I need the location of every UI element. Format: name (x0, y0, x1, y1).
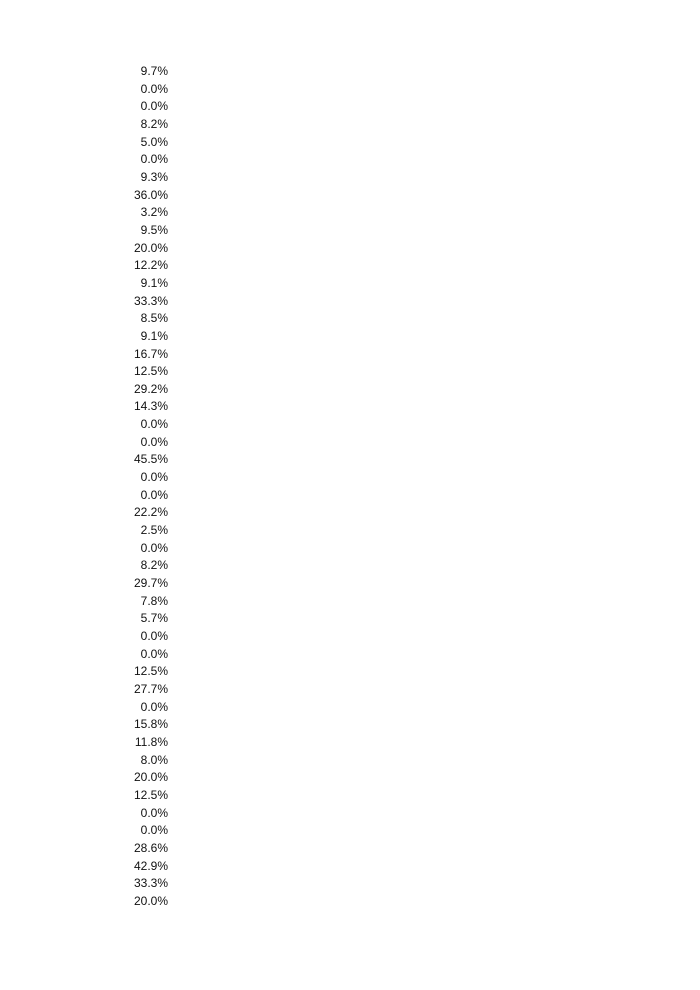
percentage-cell: 0.0% (140, 470, 168, 485)
percentage-cell: 0.0% (140, 487, 168, 502)
percentage-cell: 8.5% (140, 311, 168, 326)
percentage-cell: 27.7% (133, 681, 168, 696)
percentage-cell: 20.0% (133, 240, 168, 255)
percentage-cell: 0.0% (140, 646, 168, 661)
percentage-cell: 3.2% (140, 205, 168, 220)
percentage-cell: 12.2% (133, 258, 168, 273)
percentage-cell: 5.7% (140, 611, 168, 626)
percentage-cell: 0.0% (140, 629, 168, 643)
percentage-cell: 36.0% (133, 187, 168, 202)
percentage-cell: 45.5% (133, 452, 168, 467)
percentage-cell: 20.0% (133, 770, 168, 785)
percentage-cell: 0.0% (140, 99, 168, 114)
percentage-cell: 8.2% (140, 558, 168, 573)
percentage-cell: 0.0% (140, 417, 168, 432)
percentage-column (110, 63, 168, 911)
percentage-cell: 33.3% (133, 876, 168, 891)
percentage-cell: 2.5% (140, 523, 168, 538)
percentage-cell: 0.0% (140, 805, 168, 820)
percentage-cell: 42.9% (133, 858, 168, 873)
percentage-cell: 9.7% (140, 64, 168, 78)
percentage-cell: 8.0% (140, 752, 168, 767)
percentage-cell: 0.0% (140, 699, 168, 714)
percentage-cell: 9.3% (140, 169, 168, 184)
percentage-cell: 20.0% (133, 893, 168, 908)
percentage-cell: 14.3% (133, 399, 168, 414)
percentage-cell: 11.8% (134, 734, 168, 749)
percentage-cell: 28.6% (133, 840, 168, 855)
percentage-cell: 0.0% (140, 823, 168, 838)
percentage-cell: 16.7% (133, 346, 168, 361)
percentage-cell: 0.0% (140, 540, 168, 555)
percentage-cell: 9.5% (140, 222, 168, 237)
percentage-cell: 9.1% (140, 275, 168, 290)
percentage-cell: 9.1% (140, 328, 168, 343)
percentage-cell: 0.0% (140, 152, 168, 167)
percentage-cell: 29.7% (133, 576, 168, 591)
percentage-cell: 12.5% (133, 364, 168, 379)
percentage-cell: 12.5% (133, 787, 168, 802)
percentage-cell: 0.0% (140, 434, 168, 449)
percentage-cell: 22.2% (133, 505, 168, 520)
percentage-cell: 29.2% (133, 381, 168, 396)
percentage-cell: 0.0% (140, 81, 168, 96)
percentage-cell: 5.0% (140, 134, 168, 149)
percentage-cell: 33.3% (133, 293, 168, 308)
percentage-cell: 7.8% (140, 593, 168, 608)
percentage-cell: 12.5% (133, 664, 168, 679)
percentage-cell: 8.2% (140, 116, 168, 131)
percentage-cell: 15.8% (133, 717, 168, 732)
